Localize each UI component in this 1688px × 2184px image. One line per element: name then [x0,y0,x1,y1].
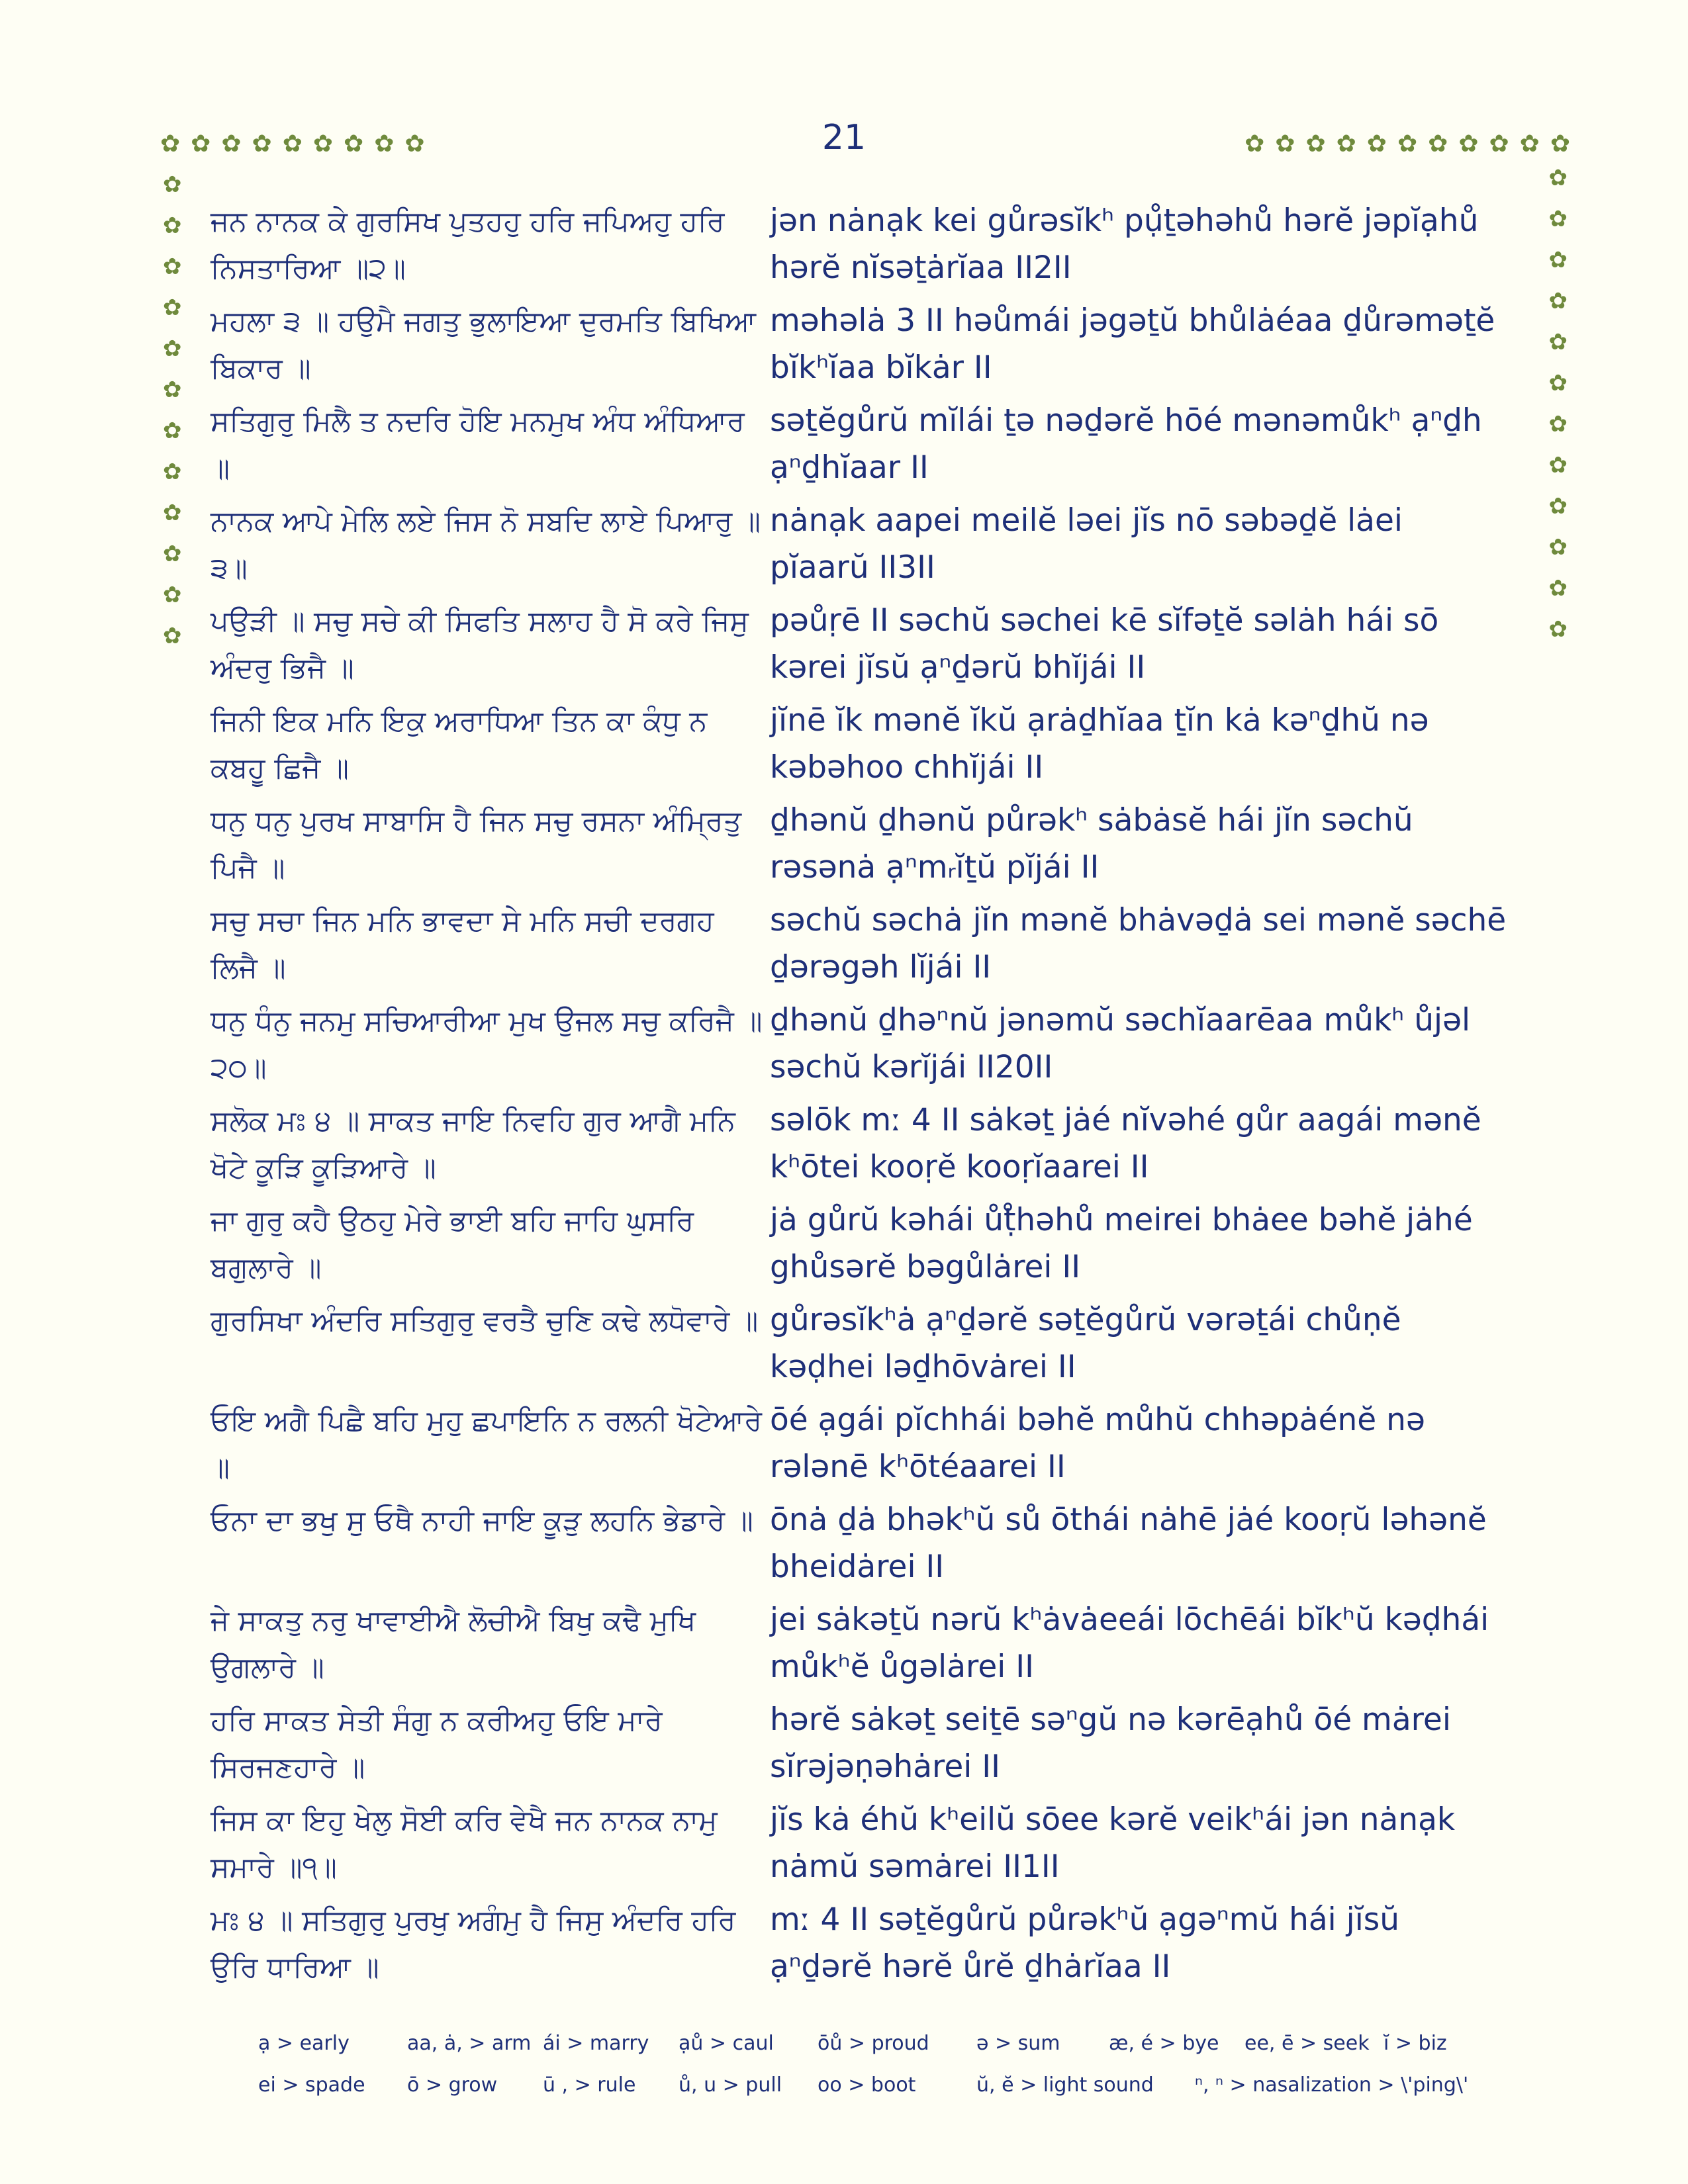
legend-item: æ, é > bye [1109,2032,1219,2055]
legend-item: ōů > proud [818,2032,929,2055]
flower-icon: ✿ [163,500,182,526]
gurmukhi-text: ਓਇ ਅਗੈ ਪਿਛੈ ਬਹਿ ਮੁਹੁ ਛਪਾਇਨਿ ਨ ਰਲਨੀ ਖੋਟੇਆਰੇ ॥ [211,1404,762,1484]
verse-list [211,197,1511,1994]
flower-icon: ✿ [163,171,182,198]
verse-row [211,497,1511,595]
flower-icon: ✿ [1397,130,1418,158]
legend-item: ⁿ, ⁿ > nasalization > \'ping\' [1195,2073,1469,2097]
verse-row [211,897,1511,995]
flower-icon: ✿ [1548,616,1568,643]
legend-item: ái > marry [543,2032,649,2055]
verse-row [211,1097,1511,1195]
legend-item: aa, ȧ, > arm [407,2032,532,2055]
flower-icon: ✿ [1548,411,1568,437]
legend-row [258,2073,1516,2097]
transliteration-text: məhəlȧ 3 II həůmái jəgəṯŭ bhůlȧéaa ḏůrəməṯĕ bĭkʰĭaa bĭkȧr II [770,302,1495,386]
transliteration-text: hərĕ sȧkəṯ seiṯē səⁿgŭ nə kərēạhů ōé mȧrei sĭrəjəṇəhȧrei II [770,1702,1451,1785]
gurmukhi-text: ਮਹਲਾ ੩ ॥ ਹਉਮੈ ਜਗਤੁ ਭੁਲਾਇਆ ਦੁਰਮਤਿ ਬਿਖਿਆ ਬਿਕਾਰ ॥ [211,305,757,385]
flower-icon: ✿ [1548,452,1568,478]
flower-icon: ✿ [1489,130,1509,158]
transliteration-text: gůrəsĭkʰȧ ạⁿḏərĕ səṯĕgůrŭ vərəṯái chůṇĕ kəḍhei ləḏhōvȧrei II [770,1302,1401,1385]
flower-icon: ✿ [1305,130,1326,158]
transliteration-text: ōnȧ ḏȧ bhəkʰŭ sů ōthái nȧhē jȧé kooṛŭ ləhənĕ bheidȧrei II [770,1502,1487,1585]
transliteration-text: səṯĕgůrŭ mĭlái ṯə nəḏərĕ hōé mənəmůkʰ ạⁿḏh ạⁿḏhĭaar II [770,402,1482,486]
legend-item: ŭ, ĕ > light sound [976,2073,1154,2097]
legend-item: oo > boot [818,2073,916,2097]
flower-icon: ✿ [1548,206,1568,232]
flower-border-top-left [160,132,425,156]
verse-row [211,197,1511,295]
verse-row [211,1197,1511,1295]
legend-item: ĭ > biz [1383,2032,1447,2055]
gurmukhi-text: ਜਿਨੀ ਇਕ ਮਨਿ ਇਕੁ ਅਰਾਧਿਆ ਤਿਨ ਕਾ ਕੰਧੁ ਨ ਕਬਹੂ ਛਿਜੈ ॥ [211,705,708,785]
transliteration-text: ḏhənŭ ḏhənŭ půrəkʰ sȧbȧsĕ hái jĭn səchŭ rəsənȧ ạⁿmᵣĭṯŭ pĭjái II [770,802,1413,886]
flower-icon: ✿ [1244,130,1265,158]
transliteration-text: ḏhənŭ ḏhəⁿnŭ jənəmŭ səchĭaarēaa můkʰ ůjəl səchŭ kərĭjái II20II [770,1002,1471,1085]
legend-item: ō > grow [407,2073,498,2097]
flower-icon: ✿ [1458,130,1479,158]
gurmukhi-text: ਜਾ ਗੁਰੁ ਕਹੈ ਉਠਹੁ ਮੇਰੇ ਭਾਈ ਬਹਿ ਜਾਹਿ ਘੁਸਰਿ ਬਗੁਲਾਰੇ ॥ [211,1205,694,1285]
flower-icon: ✿ [163,377,182,403]
gurmukhi-text: ਓਨਾ ਦਾ ਭਖੁ ਸੁ ਓਥੈ ਨਾਹੀ ਜਾਇ ਕੂੜੁ ਲਹਨਿ ਭੇਡਾਰੇ ॥ [211,1504,753,1537]
gurmukhi-text: ਸਤਿਗੁਰੁ ਮਿਲੈ ਤ ਨਦਰਿ ਹੋਇ ਮਨਮੁਖ ਅੰਧ ਅੰਧਿਆਰ ॥ [211,405,745,485]
transliteration-text: mː 4 II səṯĕgůrŭ půrəkʰŭ ạgəⁿmŭ hái jĭsŭ ạⁿḏərĕ hərĕ ůrĕ ḏhȧrĭaa II [770,1901,1400,1985]
legend-item: ə > sum [976,2032,1060,2055]
flower-border-left [163,173,182,647]
page-number: 21 [821,118,867,158]
verse-row [211,997,1511,1095]
verse-row [211,1396,1511,1494]
gurmukhi-text: ਸਚੁ ਸਚਾ ਜਿਨ ਮਨਿ ਭਾਵਦਾ ਸੇ ਮਨਿ ਸਚੀ ਦਰਗਹ ਲਿਜੈ ॥ [211,905,714,985]
transliteration-text: nȧnạk aapei meilĕ ləei jĭs nō səbəḏĕ lȧei pĭaarŭ II3II [770,502,1403,586]
flower-icon: ✿ [1548,247,1568,273]
flower-icon: ✿ [1366,130,1387,158]
gurmukhi-text: ਸਲੋਕ ਮਃ ੪ ॥ ਸਾਕਤ ਜਾਇ ਨਿਵਹਿ ਗੁਰ ਆਗੈ ਮਨਿ ਖੋਟੇ ਕੂੜਿ ਕੂੜਿਆਰੇ ॥ [211,1105,735,1185]
flower-icon: ✿ [160,130,181,158]
legend-item: ạ > early [258,2032,350,2055]
verse-row [211,1696,1511,1794]
verse-row [211,1896,1511,1994]
transliteration-text: jei sȧkəṯŭ nərŭ kʰȧvȧeeái lōchēái bĭkʰŭ kəḍhái můkʰĕ ůgəlȧrei II [770,1602,1489,1685]
pronunciation-legend [258,2032,1516,2115]
flower-icon: ✿ [1519,130,1540,158]
gurmukhi-text: ਗੁਰਸਿਖਾ ਅੰਦਰਿ ਸਤਿਗੁਰੁ ਵਰਤੈ ਚੁਣਿ ਕਢੇ ਲਧੋਵਾਰੇ ॥ [211,1304,759,1338]
flower-icon: ✿ [163,623,182,649]
gurmukhi-text: ਧਨੁ ਧੰਨੁ ਜਨਮੁ ਸਚਿਆਰੀਆ ਮੁਖ ਉਜਲ ਸਚੁ ਕਰਿਜੈ ॥੨੦॥ [211,1005,763,1085]
verse-row [211,297,1511,395]
flower-icon: ✿ [163,541,182,567]
flower-icon: ✿ [163,295,182,321]
verse-row [211,597,1511,695]
flower-border-top-right [1244,132,1570,156]
verse-row [211,1297,1511,1394]
flower-icon: ✿ [163,459,182,485]
legend-item: ū , > rule [543,2073,636,2097]
flower-icon: ✿ [252,130,272,158]
transliteration-text: jĭs kȧ éhŭ kʰeilŭ sōee kərĕ veikʰái jən nȧnạk nȧmŭ səmȧrei II1II [770,1801,1456,1885]
flower-icon: ✿ [344,130,364,158]
flower-icon: ✿ [312,130,334,158]
legend-item: ạů > caul [679,2032,774,2055]
flower-icon: ✿ [1275,130,1295,158]
transliteration-text: ōé ạgái pĭchhái bəhĕ můhŭ chhəpȧénĕ nə rələnē kʰōtéaarei II [770,1402,1425,1485]
gurmukhi-text: ਮਃ ੪ ॥ ਸਤਿਗੁਰੁ ਪੁਰਖੁ ਅਗੰਮੁ ਹੈ ਜਿਸੁ ਅੰਦਰਿ ਹਰਿ ਉਰਿ ਧਾਰਿਆ ॥ [211,1904,736,1984]
flower-icon: ✿ [1548,575,1568,602]
flower-icon: ✿ [404,130,425,158]
flower-icon: ✿ [221,130,242,158]
legend-item: ei > spade [258,2073,365,2097]
flower-icon: ✿ [163,418,182,444]
verse-row [211,1796,1511,1894]
gurmukhi-text: ਨਾਨਕ ਆਪੇ ਮੇਲਿ ਲਏ ਜਿਸ ਨੋ ਸਬਦਿ ਲਾਏ ਪਿਆਰੁ ॥੩॥ [211,505,761,585]
flower-icon: ✿ [1548,329,1568,355]
flower-icon: ✿ [1548,534,1568,561]
flower-icon: ✿ [1336,130,1356,158]
gurmukhi-text: ਜਨ ਨਾਨਕ ਕੇ ਗੁਰਸਿਖ ਪੁਤਹਹੁ ਹਰਿ ਜਪਿਅਹੁ ਹਰਿ ਨਿਸਤਾਰਿਆ ॥੨॥ [211,205,725,285]
verse-row [211,1596,1511,1694]
gurmukhi-text: ਪਉੜੀ ॥ ਸਚੁ ਸਚੇ ਕੀ ਸਿਫਤਿ ਸਲਾਹ ਹੈ ਸੋ ਕਰੇ ਜਿਸੁ ਅੰਦਰੁ ਭਿਜੈ ॥ [211,605,749,685]
verse-row [211,397,1511,495]
gurmukhi-text: ਜੇ ਸਾਕਤੁ ਨਰੁ ਖਾਵਾਈਐ ਲੋਚੀਐ ਬਿਖੁ ਕਢੈ ਮੁਖਿ ਉਗਲਾਰੇ ॥ [211,1604,696,1684]
flower-icon: ✿ [1548,370,1568,396]
flower-icon: ✿ [191,130,211,158]
gurmukhi-text: ਧਨੁ ਧਨੁ ਪੁਰਖ ਸਾਬਾਸਿ ਹੈ ਜਿਨ ਸਚੁ ਰਸਨਾ ਅੰਮ੍ਰਿਤੁ ਪਿਜੈ ॥ [211,805,742,885]
flower-icon: ✿ [374,130,395,158]
verse-row [211,797,1511,895]
verse-row [211,697,1511,795]
flower-icon: ✿ [1428,130,1448,158]
flower-border-right [1549,167,1568,641]
legend-item: ů, u > pull [679,2073,782,2097]
flower-icon: ✿ [163,336,182,362]
transliteration-text: jĭnē ĭk mənĕ ĭkŭ ạrȧḏhĭaa ṯĭn kȧ kəⁿḏhŭ nə kəbəhoo chhĭjái II [770,702,1429,786]
flower-icon: ✿ [1548,165,1568,191]
legend-item: ee, ē > seek [1244,2032,1370,2055]
transliteration-text: jən nȧnạk kei gůrəsĭkʰ pụ̊ṯəhəhů hərĕ jəpĭạhů hərĕ nĭsəṯȧrĭaa II2II [770,203,1479,286]
gurmukhi-text: ਹਰਿ ਸਾਕਤ ਸੇਤੀ ਸੰਗੁ ਨ ਕਰੀਅਹੁ ਓਇ ਮਾਰੇ ਸਿਰਜਣਹਾਰੇ ॥ [211,1704,663,1784]
flower-icon: ✿ [282,130,303,158]
transliteration-text: səlōk mː 4 II sȧkəṯ jȧé nĭvəhé gůr aagái mənĕ kʰōtei kooṛĕ kooṛĭaarei II [770,1102,1481,1185]
transliteration-text: jȧ gůrŭ kəhái ůṭ̊həhů meirei bhȧee bəhĕ jȧhé ghůsərĕ bəgůlȧrei II [770,1202,1473,1285]
flower-icon: ✿ [1548,493,1568,520]
transliteration-text: pəůṛē II səchŭ səchei kē sĭfəṯĕ səlȧh hái sō kərei jĭsŭ ạⁿḏərŭ bhĭjái II [770,602,1439,686]
gurmukhi-text: ਜਿਸ ਕਾ ਇਹੁ ਖੇਲੁ ਸੋਈ ਕਰਿ ਵੇਖੈ ਜਨ ਨਾਨਕ ਨਾਮੁ ਸਮਾਰੇ ॥੧॥ [211,1804,718,1884]
flower-icon: ✿ [1550,130,1570,158]
flower-icon: ✿ [1548,288,1568,314]
flower-icon: ✿ [163,212,182,239]
legend-row [258,2032,1516,2055]
flower-icon: ✿ [163,582,182,608]
verse-row [211,1496,1511,1594]
flower-icon: ✿ [163,253,182,280]
transliteration-text: səchŭ səchȧ jĭn mənĕ bhȧvəḏȧ sei mənĕ səchē ḏərəgəh lĭjái II [770,902,1507,985]
